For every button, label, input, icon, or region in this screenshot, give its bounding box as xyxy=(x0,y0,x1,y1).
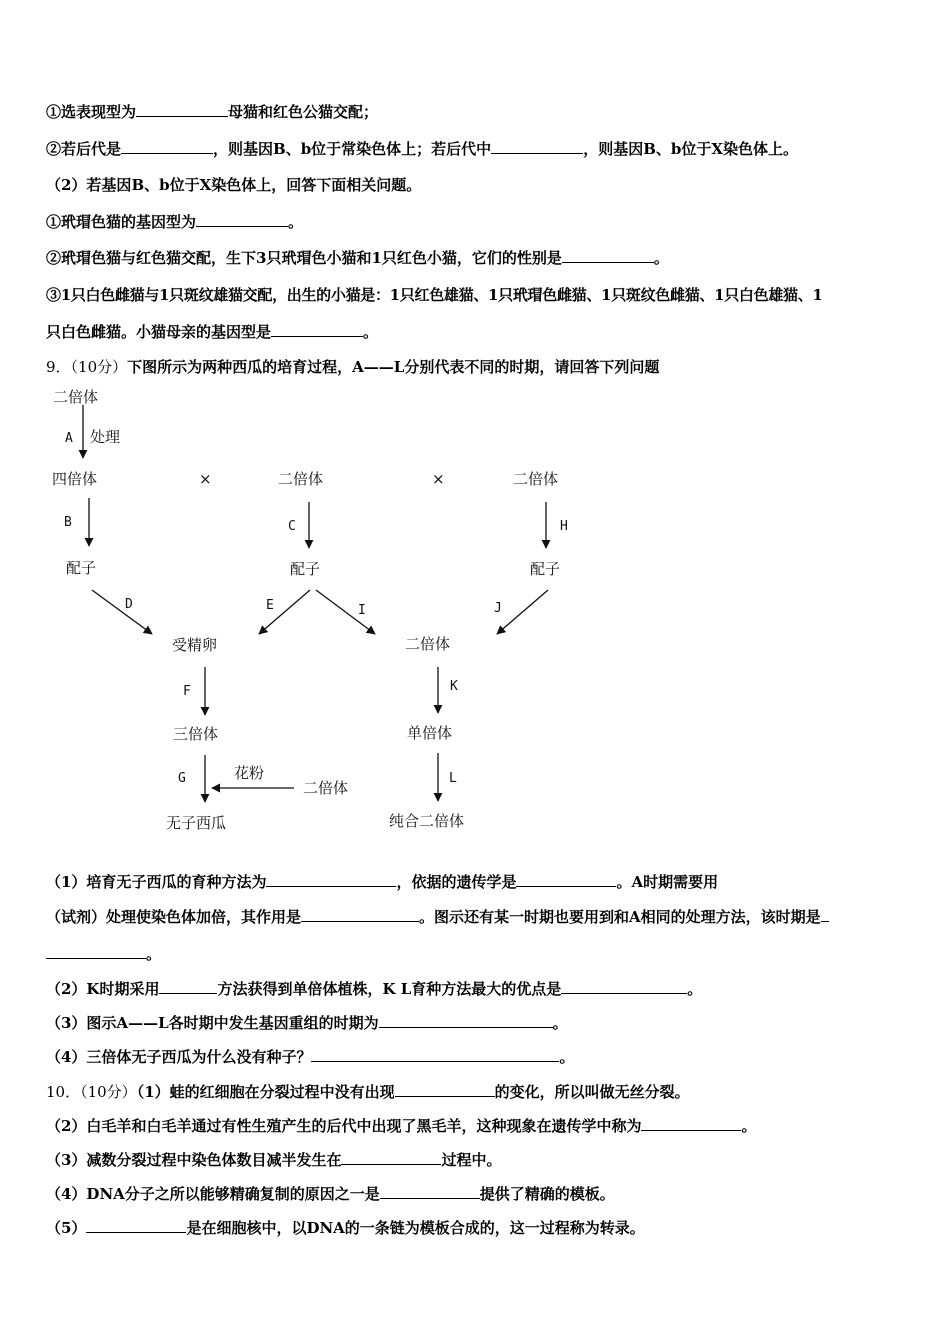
label-g: G xyxy=(178,771,186,786)
pure-diploid: 纯合二倍体 xyxy=(389,812,465,830)
q8-line-5: ②玳瑁色猫与红色猫交配，生下3只玳瑁色小猫和1只红色小猫，它们的性别是 。 xyxy=(46,249,669,267)
answer-blank[interactable] xyxy=(561,979,687,994)
answer-blank[interactable] xyxy=(562,248,654,263)
q9-sub-1-end: 。 xyxy=(46,944,161,964)
gamete-1: 配子 xyxy=(66,559,97,577)
seedless-watermelon: 无子西瓜 xyxy=(166,814,227,832)
haploid: 单倍体 xyxy=(407,724,453,742)
label-c: C xyxy=(288,519,296,534)
q9-sub-1-cont: （试剂）处理使染色体加倍，其作用是 。图示还有某一时期也要用到和A相同的处理方法，该时期是 xyxy=(46,907,829,927)
answer-blank[interactable] xyxy=(311,1047,559,1062)
label-f: F xyxy=(183,684,191,699)
label-b: B xyxy=(64,515,72,530)
tetraploid: 四倍体 xyxy=(52,470,98,488)
diploid-k: 二倍体 xyxy=(405,635,451,653)
answer-blank[interactable] xyxy=(159,979,217,994)
q10-line-2: （2）白毛羊和白毛羊通过有性生殖产生的后代中出现了黑毛羊，这种现象在遗传学中称为 。 xyxy=(46,1117,757,1135)
answer-blank[interactable] xyxy=(196,212,288,227)
label-l: L xyxy=(449,771,457,786)
answer-blank[interactable] xyxy=(641,1116,741,1131)
cross-sign-2: × xyxy=(432,470,445,488)
q8-line-2: ②若后代是 ，则基因B、b位于常染色体上；若后代中 ，则基因B、b位于X染色体上。 xyxy=(46,140,798,158)
q9-sub-4: （4）三倍体无子西瓜为什么没有种子？ 。 xyxy=(46,1048,575,1066)
label-j: J xyxy=(494,601,502,616)
triploid: 三倍体 xyxy=(173,725,219,743)
label-k: K xyxy=(450,679,458,694)
gamete-3: 配子 xyxy=(530,560,561,578)
zygote: 受精卵 xyxy=(172,636,218,654)
answer-blank[interactable] xyxy=(271,322,363,337)
q8-line-1: ①选表现型为 母猫和红色公猫交配； xyxy=(46,103,379,121)
arrow-j xyxy=(497,590,548,634)
answer-blank[interactable] xyxy=(266,872,396,887)
watermelon-breeding-diagram xyxy=(0,380,950,850)
q10-line-3: （3）减数分裂过程中染色体数目减半发生在 过程中。 xyxy=(46,1151,502,1169)
q9-sub-2: （2）K时期采用 方法获得到单倍体植株，K L育种方法最大的优点是 。 xyxy=(46,980,703,998)
q9-sub-1: （1）培育无子西瓜的育种方法为 ，依据的遗传学是 。A时期需要用 xyxy=(46,873,719,891)
diploid-top: 二倍体 xyxy=(53,388,99,406)
q8-line-6: ③1只白色雌猫与1只斑纹雄猫交配，出生的小猫是：1只红色雄猫、1只玳瑁色雌猫、1只斑纹色雌猫、1只白色雄猫、1 xyxy=(46,286,823,304)
answer-blank[interactable] xyxy=(395,1082,495,1097)
answer-blank[interactable] xyxy=(516,872,616,887)
answer-blank[interactable] xyxy=(380,1184,480,1199)
gamete-2: 配子 xyxy=(290,560,321,578)
diploid-right: 二倍体 xyxy=(513,470,559,488)
arrow-d xyxy=(92,590,152,634)
answer-blank[interactable] xyxy=(121,139,213,154)
arrow-i xyxy=(316,590,375,634)
answer-blank[interactable] xyxy=(491,139,583,154)
diploid-middle: 二倍体 xyxy=(278,470,324,488)
diploid-pollen: 二倍体 xyxy=(303,779,349,797)
label-h: H xyxy=(560,519,568,534)
question-number: 10．（10分） xyxy=(46,1083,137,1101)
question-number: 9．（10分） xyxy=(46,358,128,376)
q9-stem: 9．（10分）下图所示为两种西瓜的培育过程，A——L分别代表不同的时期，请回答下列问题 xyxy=(46,358,660,376)
label-i: I xyxy=(358,603,366,618)
cross-sign-1: × xyxy=(199,470,212,488)
answer-blank[interactable] xyxy=(136,102,228,117)
answer-blank[interactable] xyxy=(821,907,829,922)
pollen-label: 花粉 xyxy=(234,764,265,782)
q10-line-1: 10．（10分）（1）蛙的红细胞在分裂过程中没有出现 的变化，所以叫做无丝分裂。 xyxy=(46,1083,690,1101)
label-d: D xyxy=(125,597,133,612)
treatment-label: 处理 xyxy=(90,428,121,446)
label-a: A xyxy=(65,431,73,446)
answer-blank[interactable] xyxy=(86,1218,186,1233)
answer-blank[interactable] xyxy=(379,1013,553,1028)
q8-line-7: 只白色雌猫。小猫母亲的基因型是 。 xyxy=(46,323,379,341)
q8-line-3: （2）若基因B、b位于X染色体上，回答下面相关问题。 xyxy=(46,176,422,194)
q9-sub-3: （3）图示A——L各时期中发生基因重组的时期为 。 xyxy=(46,1014,568,1032)
q8-line-4: ①玳瑁色猫的基因型为 。 xyxy=(46,213,304,231)
answer-blank[interactable] xyxy=(341,1150,441,1165)
q10-line-4: （4）DNA分子之所以能够精确复制的原因之一是 提供了精确的模板。 xyxy=(46,1185,615,1203)
answer-blank[interactable] xyxy=(301,907,419,922)
q10-line-5: （5） 是在细胞核中，以DNA的一条链为模板合成的，这一过程称为转录。 xyxy=(46,1219,645,1237)
answer-blank[interactable] xyxy=(46,944,146,959)
label-e: E xyxy=(266,598,274,613)
